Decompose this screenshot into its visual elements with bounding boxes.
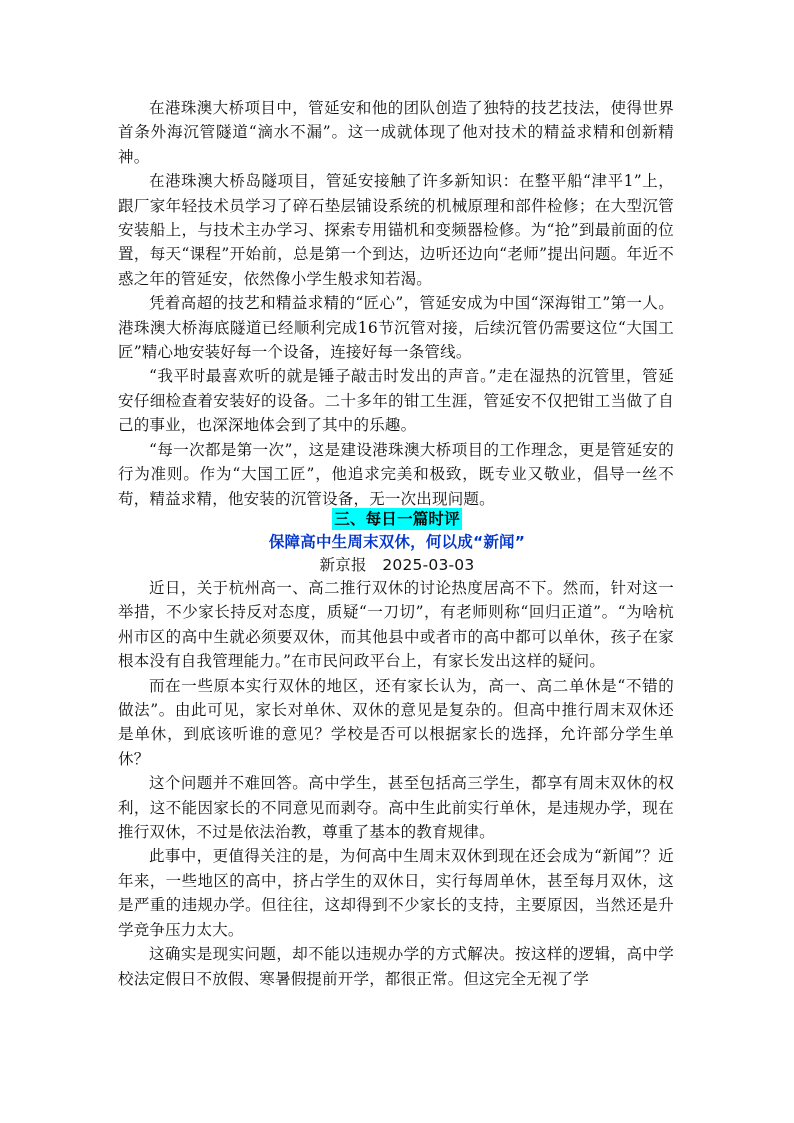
section-heading-wrap	[0, 508, 794, 530]
section-title: 三、每日一篇时评	[334, 510, 460, 528]
paragraph: 近日，关于杭州高一、高二推行双休的讨论热度居高不下。然而，针对这一举措，不少家长持反对态度，质疑“一刀切”，有老师则称“回归正道”。“为啥杭州市区的高中生就必须要双休，而其他县中或者市的高中都可以单休，孩子在家根本没有自我管理能力。”在市民问政平台上，有家长发出这样的疑问。	[118, 579, 674, 671]
paragraph: “我平时最喜欢听的就是锤子敲击时发出的声音。”走在湿热的沉管里，管延安仔细检查着安装好的设备。二十多年的钳工生涯，管延安不仅把钳工当做了自己的事业，也深深地体会到了其中的乐趣。	[118, 367, 674, 435]
article-headline: 保障高中生周末双休，何以成“新闻”	[268, 533, 526, 551]
source-wrap	[0, 553, 794, 577]
paragraph: 这个问题并不难回答。高中学生，甚至包括高三学生，都享有周末双休的权利，这不能因家长的不同意见而剥夺。高中生此前实行单休，是违规办学，现在推行双休，不过是依法治教，尊重了基本的教育规律。	[118, 774, 674, 842]
article-source-date: 新京报 2025-03-03	[319, 556, 475, 574]
paragraph: 在港珠澳大桥项目中，管延安和他的团队创造了独特的技艺技法，使得世界首条外海沉管隧道“滴水不漏”。这一成就体现了他对技术的精益求精和创新精神。	[118, 99, 674, 166]
article-body-part1	[118, 96, 674, 511]
paragraph: 凭着高超的技艺和精益求精的“匠心”，管延安成为中国“深海钳工”第一人。港珠澳大桥海底隧道已经顺利完成16节沉管对接，后续沉管仍需要这位“大国工匠”精心地安装好每一个设备，连接好每一条管线。	[118, 294, 674, 362]
article-body-part2	[118, 576, 674, 991]
paragraph: 在港珠澳大桥岛隧项目，管延安接触了许多新知识：在整平船“津平1”上，跟厂家年轻技术员学习了碎石垫层铺设系统的机械原理和部件检修；在大型沉管安装船上，与技术主办学习、探索专用锚机和变频器检修。为“抢”到最前面的位置，每天“课程”开始前，总是第一个到达，边听还边向“老师”提出问题。年近不惑之年的管延安，依然像小学生般求知若渴。	[118, 172, 674, 288]
headline-wrap	[0, 530, 794, 554]
paragraph: 而在一些原本实行双休的地区，还有家长认为，高一、高二单休是“不错的做法”。由此可见，家长对单休、双休的意见是复杂的。但高中推行周末双休还是单休，到底该听谁的意见？学校是否可以根据家长的选择，允许部分学生单休？	[118, 676, 674, 768]
paragraph: “每一次都是第一次”，这是建设港珠澳大桥项目的工作理念，更是管延安的行为准则。作为“大国工匠”，他追求完美和极致，既专业又敬业，倡导一丝不苟，精益求精，他安装的沉管设备，无一次出现问题。	[118, 440, 674, 508]
paragraph: 这确实是现实问题，却不能以违规办学的方式解决。按这样的逻辑，高中学校法定假日不放假、寒暑假提前开学，都很正常。但这完全无视了学	[118, 945, 674, 988]
paragraph: 此事中，更值得关注的是，为何高中生周末双休到现在还会成为“新闻”？近年来，一些地区的高中，挤占学生的双休日，实行每周单休，甚至每月双休，这是严重的违规办学。但往往，这却得到不少家长的支持，主要原因，当然还是升学竞争压力太大。	[118, 847, 674, 939]
